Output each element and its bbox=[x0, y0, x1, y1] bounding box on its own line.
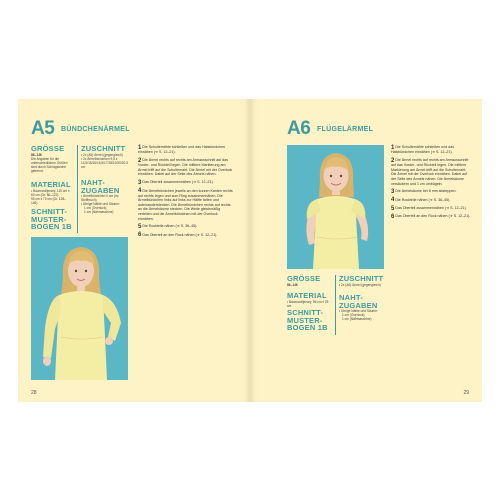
seam-item: • Ärmelbündchen 0 cm (im Stoffbruch) bbox=[81, 194, 125, 202]
material-item: 95 cm x 70 cm (Gr. 128–146) bbox=[31, 196, 66, 205]
model-photo bbox=[287, 145, 384, 269]
pattern-sheet-line: BOGEN 1B bbox=[31, 222, 72, 231]
cutting-heading: ZUSCHNITT bbox=[339, 274, 384, 283]
step-5: 5Die Rockteile nähen (➔ S. 36–45). bbox=[138, 224, 198, 231]
cutting-item: • 2x (A6) Ärmel (gegengleich) bbox=[339, 283, 385, 287]
pattern-sheet-line: SCHNITT- bbox=[287, 308, 324, 317]
instruction-steps bbox=[138, 145, 234, 241]
seam-item: 1 cm (Overlock) bbox=[84, 206, 107, 211]
step-4: 4Die Rockteile nähen (➔ S. 36–45). bbox=[391, 197, 451, 204]
seam-allowance-section bbox=[81, 179, 125, 214]
seam-heading-line: NAHT- bbox=[81, 178, 105, 187]
material-item: • Baumwolljersey, 95 cm x 25 cm bbox=[287, 300, 331, 308]
cutting-heading: ZUSCHNITT bbox=[81, 144, 126, 153]
seam-item: 1 cm (Nähmaschine) bbox=[342, 317, 372, 322]
page-number: 29 bbox=[463, 390, 469, 396]
cutting-item: • 2x Ärmelbündchen 9,5 x 14,5/15/16/16,5/17/18/19/20/20,5 cm bbox=[81, 157, 125, 169]
step-3: 3Das Oberteil zusammennähen (➔ S. 12–21). bbox=[138, 179, 214, 186]
girl-illustration bbox=[31, 237, 128, 380]
pattern-code: A5 bbox=[31, 118, 55, 139]
pattern-sheet-line: MUSTER- bbox=[287, 315, 323, 325]
pattern-code: A6 bbox=[287, 118, 311, 139]
left-page bbox=[18, 99, 250, 402]
step-1: 1Die Schulternähte schließen und das Halsbündchen einnähen (➔ S. 12–21). bbox=[138, 144, 226, 155]
step-1: 1Die Schulternähte schließen und das Halsbündchen einnähen (➔ S. 12–21). bbox=[391, 144, 455, 155]
material-section bbox=[287, 292, 331, 308]
size-heading: GRÖSSE bbox=[31, 144, 65, 153]
size-range: 86–146 bbox=[31, 152, 42, 157]
material-item: • Baumwolljersey, 115 cm x 60 cm (Gr. 86–122) bbox=[31, 189, 72, 197]
model-photo bbox=[31, 237, 128, 380]
material-heading: MATERIAL bbox=[287, 291, 327, 300]
instruction-steps bbox=[391, 145, 471, 223]
pattern-title: BÜNDCHENÄRMEL bbox=[61, 126, 130, 133]
cutting-section bbox=[81, 144, 128, 169]
size-note: Die Angaben für die unterschiedlichen Größen sind durch Schrägstriche getrennt. bbox=[31, 156, 68, 173]
seam-heading-line: ZUGABEN bbox=[339, 300, 378, 310]
size-section bbox=[31, 145, 72, 173]
book-spread bbox=[18, 99, 482, 402]
girl-illustration bbox=[287, 145, 384, 269]
pattern-sheet-line: BOGEN 1B bbox=[287, 323, 328, 332]
material-section bbox=[31, 181, 72, 205]
seam-item: • Übrige Nähte und Säume: bbox=[339, 309, 385, 313]
pattern-title: FLÜGELÄRMEL bbox=[317, 126, 374, 133]
step-3: 3Die Ärmelsäume bei 8 mm absteppen. bbox=[391, 188, 457, 195]
column-divider bbox=[335, 275, 336, 335]
seam-item: 1 cm (Overlock) bbox=[342, 313, 365, 318]
cutting-section bbox=[339, 275, 385, 287]
material-heading: MATERIAL bbox=[31, 180, 71, 189]
cutting-item: • 2x (A5) Ärmel (gegengleich) bbox=[81, 153, 125, 157]
pattern-sheet-line: SCHNITT- bbox=[31, 207, 68, 216]
seam-heading-line: ZUGABEN bbox=[81, 185, 120, 195]
pattern-sheet-section bbox=[31, 208, 75, 231]
step-4: 4Die Ärmelbündchen jeweils an den kurzen Kanten rechts auf rechts legen und zum Ring zusammennähen. Die Ärmelbündchen links auf links zur Hälfte falten und aufeinanderstecken. Die Ärmelbündchen rechts auf rechts an die Ärmelsäume stecken. Die Weite gleichmäßig verteilen und die Ärmelbündchen mit der Overlock einnähen. bbox=[138, 188, 233, 221]
step-6: 6Das Oberteil an den Rock nähen (➔ S. 12–21). bbox=[391, 214, 471, 221]
pattern-sheet-line: MUSTER- bbox=[31, 214, 67, 224]
step-2: 2Die Ärmel rechts auf rechts am Armausschnitt auf das Vorder- und Rückteil legen. Die mittlere Markierung am Ärmel trifft auf die Schulternaht. Die Ärmel mit der Overlock einnähen. Dabei auf der Seite des Ärmels nähen. Die Ärmelsäume versäubern und 1 cm umbügeln. bbox=[391, 157, 469, 186]
right-page bbox=[250, 99, 482, 402]
seam-item: • Übrige Nähte und Säume: bbox=[81, 202, 125, 206]
pattern-sheet-section bbox=[287, 309, 333, 332]
page-number: 28 bbox=[31, 390, 37, 396]
size-range: 86–146 bbox=[287, 282, 298, 287]
seam-heading-line: NAHT- bbox=[339, 293, 363, 302]
size-heading: GRÖSSE bbox=[287, 274, 321, 283]
step-5: 5Das Oberteil zusammennähen (➔ S. 12–21). bbox=[391, 205, 467, 212]
seam-allowance-section bbox=[339, 294, 385, 321]
column-divider bbox=[77, 145, 78, 233]
step-2: 2Die Ärmel rechts auf rechts am Armausschnitt auf das Vorder- und Rückteil legen. Die mittlere Markierung am Ärmel trifft auf die Schulternaht. Die Ärmel mit der Overlock einnähen. Dabei auf der Seite des Ärmels nähen. bbox=[138, 157, 233, 177]
step-6: 6Das Oberteil an den Rock nähen (➔ S. 12–21). bbox=[138, 232, 218, 239]
seam-item: 1 cm (Nähmaschine) bbox=[84, 210, 114, 215]
size-section bbox=[287, 275, 331, 287]
